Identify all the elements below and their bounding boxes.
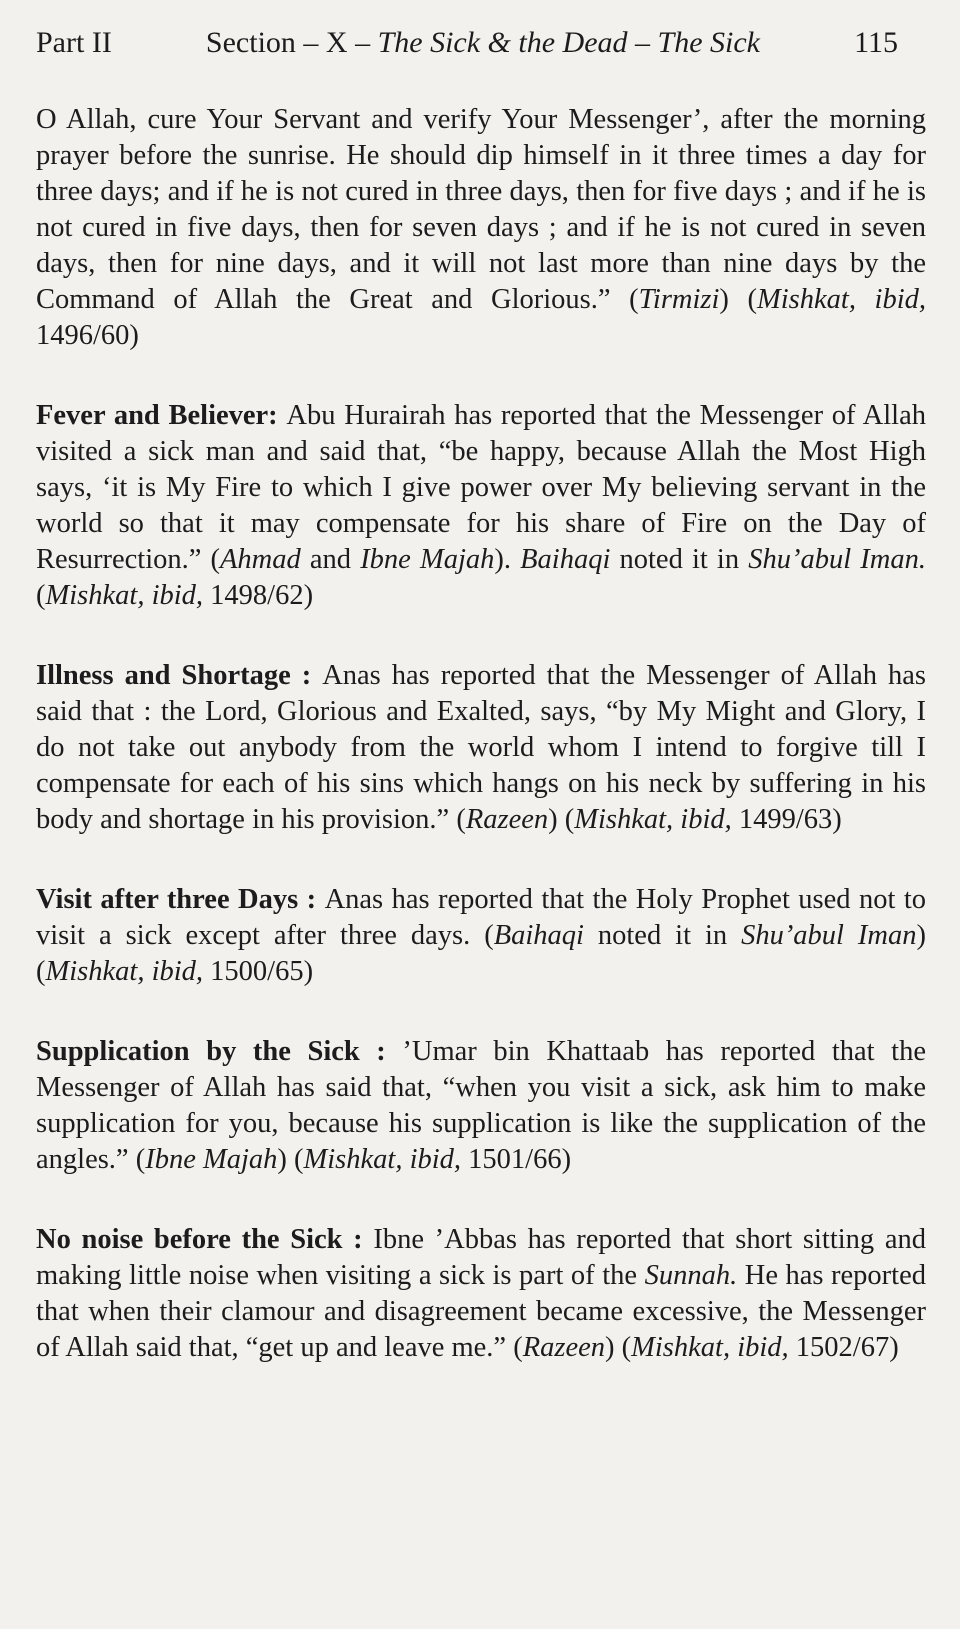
paragraph-heading: Fever and Believer: [36,400,287,431]
header-section-title-italic: The Sick & the Dead – The Sick [377,26,760,59]
text-run: ). [494,544,521,575]
text-run: ( [36,580,46,611]
text-run: ) ( [719,284,757,315]
citation-source: Ahmad [220,544,301,575]
text-run: ) ( [36,920,926,987]
citation-source: Mishkat, ibid, [45,580,204,611]
paragraph-heading: Visit after three Days : [36,884,325,915]
text-run: Ibne ’Abbas has reported that short sitting and making little noise when visiting a sick is part of the [36,1224,926,1291]
text-run: noted it in [610,544,749,575]
paragraph-fever-and-believer [36,398,926,614]
citation-source: Mishkat, ibid, [45,956,204,987]
citation-number: 1501/66) [461,1144,572,1175]
paragraph-no-noise-before-the-sick [36,1222,926,1366]
paragraph-heading: Illness and Shortage : [36,660,323,691]
paragraph-cure-supplication [36,102,926,354]
citation-source: Razeen [465,804,549,835]
book-title: Shu’abul Iman [741,920,917,951]
text-run: ’Umar bin Khattaab has reported that the Messenger of Allah has said that, “when you visit a sick, ask him to make supplication for you, because his supplication is like the supplication of the angles.” ( [36,1036,926,1175]
citation-source: Tirmizi [638,284,720,315]
citation-number: 1496/60) [36,320,139,351]
citation-source: Baihaqi [520,544,611,575]
citation-source: Mishkat, ibid, [303,1144,462,1175]
citation-source: Mishkat, ibid, [631,1332,789,1363]
paragraph-illness-and-shortage [36,658,926,838]
text-run: He has reported that when their clamour and disagreement became excessive, the Messenger of Allah said that, “get up and leave me.” ( [36,1260,926,1363]
header-page-number: 115 [854,26,898,59]
header-section-title [112,24,854,62]
citation-source: Razeen [522,1332,606,1363]
paragraph-visit-after-three-days [36,882,926,990]
citation-source: Ibne Majah [145,1144,278,1175]
text-run: ) ( [548,804,575,835]
term-italic: Sunnah. [644,1260,738,1291]
text-run: ) ( [605,1332,632,1363]
paragraph-heading: Supplication by the Sick : [36,1036,403,1067]
text-run: and [300,544,361,575]
header-section-prefix: Section – X – [205,26,378,59]
text-run: ) ( [277,1144,304,1175]
citation-number: 1500/65) [203,956,314,987]
paragraph-supplication-by-the-sick [36,1034,926,1178]
book-title: Shu’abul Iman. [748,544,926,575]
citation-number: 1502/67) [788,1332,899,1363]
text-run: O Allah, cure Your Servant and verify Your Messenger’, after the morning prayer before the sunrise. He should dip himself in it three times a day for three days; and if he is not cured in three days, then for five days ; and if he is not cured in five days, then for seven days ; and if he is not cured in seven days, then for nine days, and it will not last more than nine days by the Command of Allah the Great and Glorious.” ( [36,104,926,315]
citation-source: Baihaqi [493,920,584,951]
citation-number: 1498/62) [203,580,314,611]
citation-source: Mishkat, ibid, [574,804,732,835]
text-run: Anas has reported that the Holy Prophet used not to visit a sick except after three days. ( [36,884,926,951]
page-header [36,24,926,62]
header-part-label: Part II [36,26,112,59]
page-body [36,102,926,1366]
text-run: Anas has reported that the Messenger of Allah has said that : the Lord, Glorious and Exalted, says, “by My Might and Glory, I do not take out anybody from the world whom I intend to forgive till I compensate for each of his sins which hangs on his neck by suffering in his body and shortage in his provision.” ( [36,660,927,835]
citation-source: Mishkat, ibid, [757,284,926,315]
text-run: noted it in [583,920,742,951]
citation-number: 1499/63) [731,804,842,835]
citation-source: Ibne Majah [360,544,495,575]
text-run: Abu Hurairah has reported that the Messenger of Allah visited a sick man and said that, “be happy, because Allah the Most High says, ‘it is My Fire to which I give power over My believing servant in the world so that it may compensate for his share of Fire on the Day of Resurrection.” ( [36,400,926,575]
paragraph-heading: No noise before the Sick : [36,1224,374,1255]
